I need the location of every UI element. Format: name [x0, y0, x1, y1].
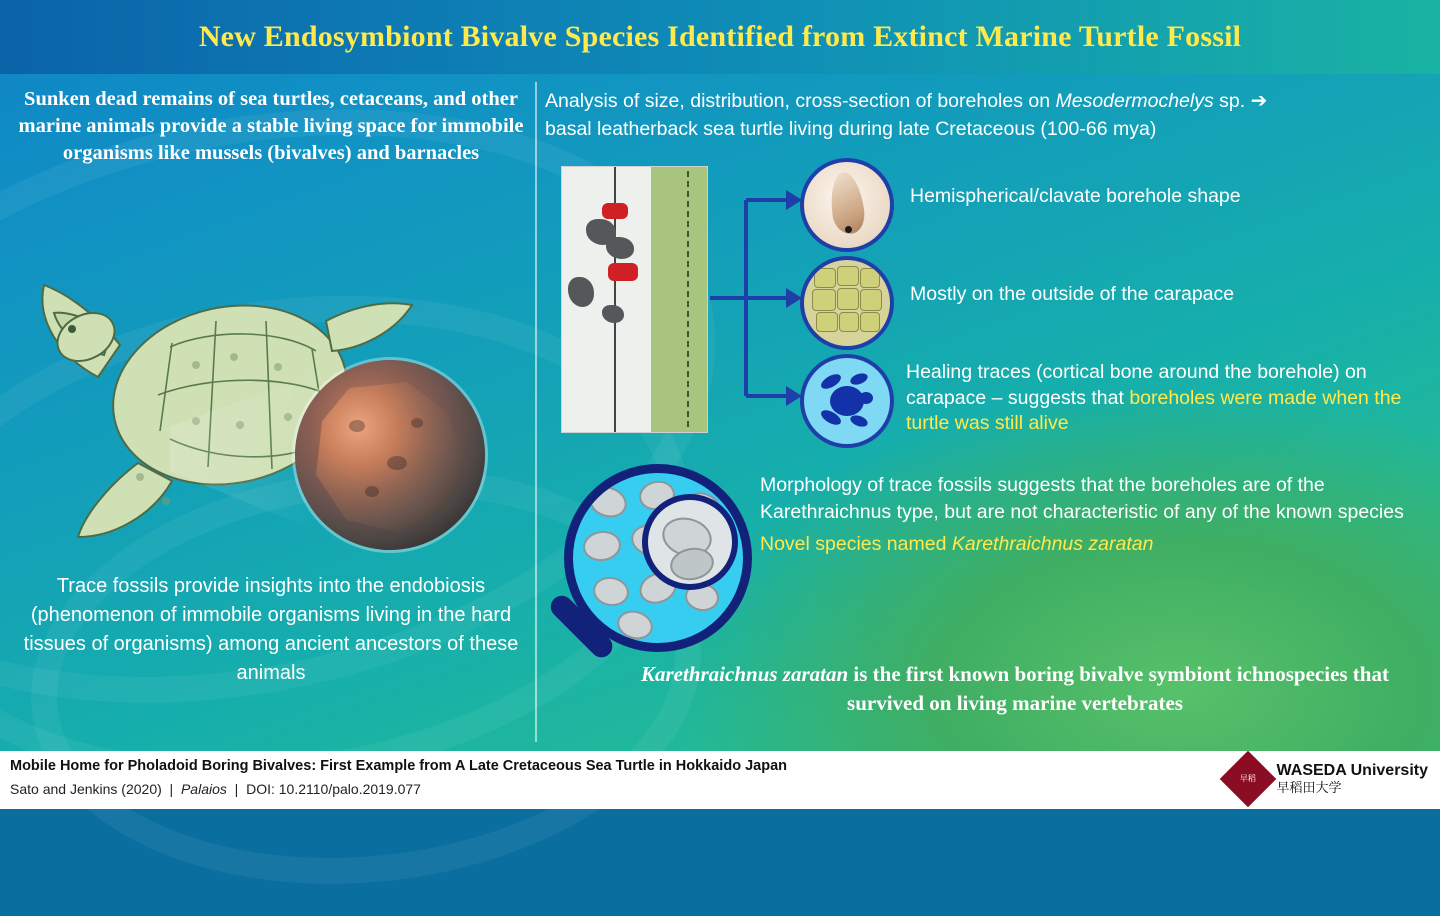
analysis-intro-part1: Analysis of size, distribution, cross-section of boreholes on — [545, 90, 1056, 112]
morphology-body: Morphology of trace fossils suggests that the boreholes are of the Karethraichnus type, but are not characteristic of any of the known species — [760, 474, 1404, 523]
finding-1-text: Hemispherical/clavate borehole shape — [910, 185, 1241, 207]
fossil-rock — [313, 382, 465, 532]
crest-text: 早稻 — [1239, 773, 1256, 783]
waseda-logo — [1228, 759, 1428, 799]
journal-name: Palaios — [180, 781, 227, 797]
finding-2-text: Mostly on the outside of the carapace — [910, 283, 1235, 305]
brand-line-2: 早稻田大学 — [1276, 779, 1342, 795]
paper-citation — [10, 781, 421, 797]
poster-footer — [0, 751, 1440, 809]
connector-arrows — [706, 166, 806, 431]
citation-separator-2: | — [234, 781, 239, 797]
magnifier-icon — [556, 460, 766, 645]
paper-authors: Sato and Jenkins (2020) — [10, 781, 162, 797]
fossil-bone-photograph — [295, 360, 485, 550]
finding-3-plain: Healing traces (cortical bone around the borehole) on carapace – suggests that — [906, 361, 1367, 409]
page-title: New Endosymbiont Bivalve Species Identified from Extinct Marine Turtle Fossil — [198, 20, 1242, 53]
left-intro-text: Sunken dead remains of sea turtles, cetaceans, and other marine animals provide a stable living space for immobile organisms like mussels (bivalves) and barnacles — [18, 88, 524, 165]
conclusion-rest: is the first known boring bivalve symbiont ichnospecies that survived on living marine vertebrates — [847, 662, 1389, 715]
waseda-crest-icon — [1219, 751, 1276, 808]
novel-species-name: Karethraichnus zaratan — [951, 533, 1154, 556]
arrow-right-icon: ➔ — [1250, 90, 1268, 112]
analysis-intro — [545, 88, 1425, 143]
species-name-mesodermochelys: Mesodermochelys — [1055, 90, 1214, 112]
locality-map — [561, 166, 708, 433]
brand-line-1: WASEDA University — [1276, 762, 1428, 780]
conclusion-banner — [600, 660, 1430, 718]
finding-3-text — [906, 360, 1406, 437]
brand-text — [1277, 762, 1428, 795]
magnifier-zoom-detail — [642, 494, 738, 590]
finding-3-highlight: boreholes were made when the turtle was still alive — [906, 386, 1402, 435]
vertical-divider — [535, 82, 537, 742]
novel-species-line — [760, 531, 1410, 558]
conclusion-species: Karethraichnus zaratan — [641, 662, 849, 686]
borehole-shape-icon — [800, 158, 894, 252]
poster-header — [0, 0, 1440, 74]
paper-title: Mobile Home for Pholadoid Boring Bivalves: First Example from A Late Cretaceous Sea Turtle in Hokkaido Japan — [10, 758, 787, 774]
paper-doi[interactable]: DOI: 10.2110/palo.2019.077 — [246, 781, 421, 797]
left-conclusion-text: Trace fossils provide insights into the endobiosis (phenomenon of immobile organisms living in the hard tissues of organisms) among ancient ancestors of these animals — [23, 575, 519, 684]
analysis-intro-part2: sp. — [1213, 90, 1251, 112]
morphology-text — [760, 472, 1410, 558]
analysis-intro-line2: basal leatherback sea turtle living during late Cretaceous (100-66 mya) — [545, 117, 1157, 140]
citation-separator-1: | — [169, 781, 174, 797]
live-turtle-icon — [800, 354, 894, 448]
novel-prefix: Novel species named — [760, 533, 952, 556]
carapace-icon — [800, 256, 894, 350]
